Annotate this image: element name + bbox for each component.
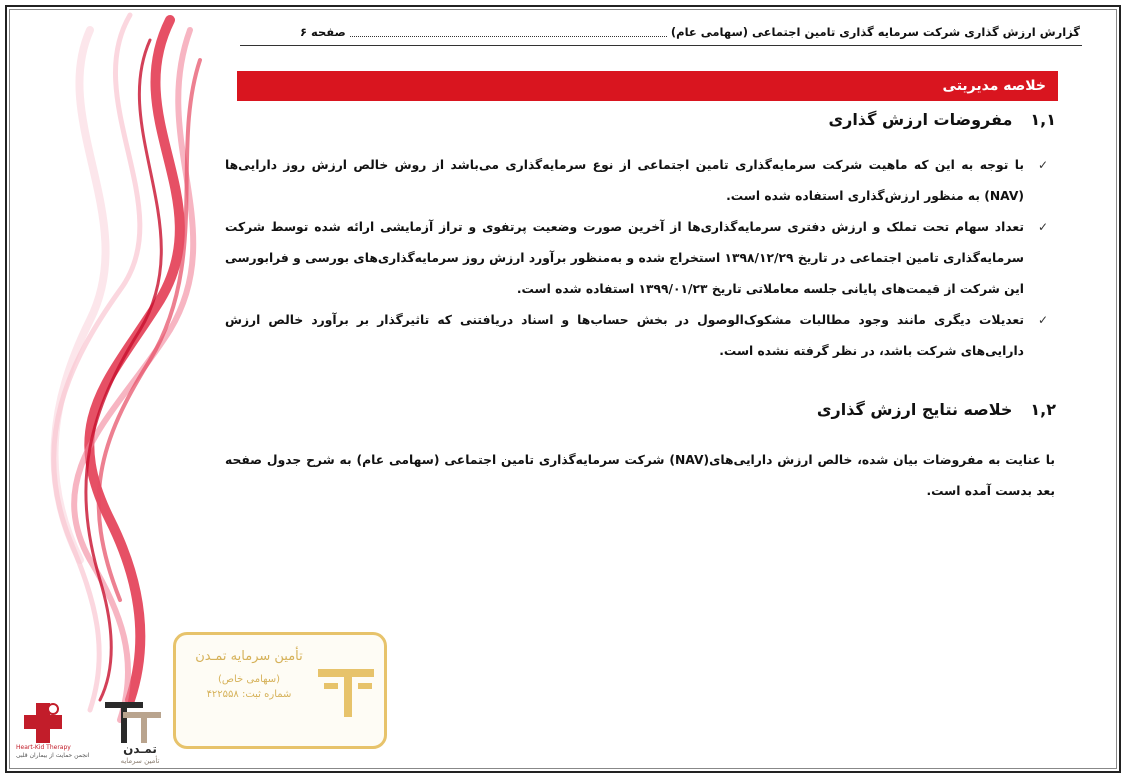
list-item-text: تعداد سهام تحت تملک و ارزش دفتری سرمایه‌گذاری‌ها از آخرین صورت وضعیت پرتفوی و تراز آزمایشی ارائه شده توسط شرکت سرمایه‌گذاری تامین اجتماعی در تاریخ ۱۳۹۸/۱۲/۲۹ استخراج شده و به‌منظور برآورد ارزش روز سرمایه‌گذاری‌های بورسی و فرابورسی این شرکت از قیمت‌های پایانی جلسه معاملاتی تاریخ ۱۳۹۹/۰۱/۲۳ استفاده شده است. bbox=[225, 220, 1024, 296]
checkmark-icon: ✓ bbox=[1037, 313, 1048, 327]
section-heading-1 bbox=[828, 110, 1056, 129]
results-paragraph: با عنایت به مفروضات بیان شده، خالص ارزش دارایی‌های(NAV) شرکت سرمایه‌گذاری تامین اجتماعی (سهامی عام) به شرح جدول صفحه بعد بدست آمده است. bbox=[225, 453, 1055, 498]
list-item bbox=[225, 305, 1050, 367]
banner-title: خلاصه مدیریتی bbox=[942, 78, 1046, 94]
stamp-company-name: تأمین سرمایه تمـدن bbox=[195, 649, 303, 664]
section-title: خلاصه نتایج ارزش گذاری bbox=[816, 400, 1013, 419]
stamp-company-type: (سهامی خاص) bbox=[217, 674, 281, 685]
page-header bbox=[300, 21, 1080, 43]
section-number: ۱,۱ bbox=[1030, 110, 1056, 129]
page-number: صفحه ۶ bbox=[300, 25, 346, 39]
list-item-text: با توجه به این که ماهیت شرکت سرمایه‌گذاری تامین اجتماعی از نوع سرمایه‌گذاری می‌باشد از روش خالص ارزش روز دارایی‌ها (NAV) به منظور ارزش‌گذاری استفاده شده است. bbox=[225, 158, 1024, 203]
stamp-logo-icon bbox=[316, 661, 376, 721]
list-item bbox=[225, 212, 1050, 305]
company-stamp bbox=[173, 632, 387, 749]
tamadon-name: تمـدن bbox=[123, 742, 157, 756]
tamadon-logo-icon bbox=[103, 700, 163, 745]
header-leader-dots bbox=[350, 27, 667, 37]
stamp-registration: شماره ثبت: ۴۲۲۵۵۸ bbox=[206, 689, 292, 700]
assumptions-list bbox=[225, 150, 1050, 367]
red-logo-subcaption: انجمن حمایت از بیماران قلبی bbox=[16, 752, 90, 759]
section-heading-2 bbox=[817, 400, 1056, 419]
section-title: مفروضات ارزش گذاری bbox=[828, 110, 1013, 129]
checkmark-icon: ✓ bbox=[1037, 158, 1048, 172]
header-rule bbox=[240, 45, 1082, 46]
list-item-text: تعدیلات دیگری مانند وجود مطالبات مشکوک‌الوصول در بخش حساب‌ها و اسناد دریافتنی که تاثیرگذار بر برآورد خالص ارزش دارایی‌های شرکت باشد، در نظر گرفته نشده است. bbox=[225, 313, 1024, 358]
section-banner bbox=[237, 71, 1058, 101]
tamadon-subtitle: تأمین سرمایه bbox=[120, 757, 160, 765]
checkmark-icon: ✓ bbox=[1037, 220, 1048, 234]
section-number: ۱,۲ bbox=[1030, 400, 1056, 419]
report-title: گزارش ارزش گذاری شرکت سرمایه گذاری تامین اجتماعی (سهامی عام) bbox=[670, 25, 1080, 39]
list-item bbox=[225, 150, 1050, 212]
red-logo-caption: Heart-Kid Therapy bbox=[16, 744, 71, 751]
